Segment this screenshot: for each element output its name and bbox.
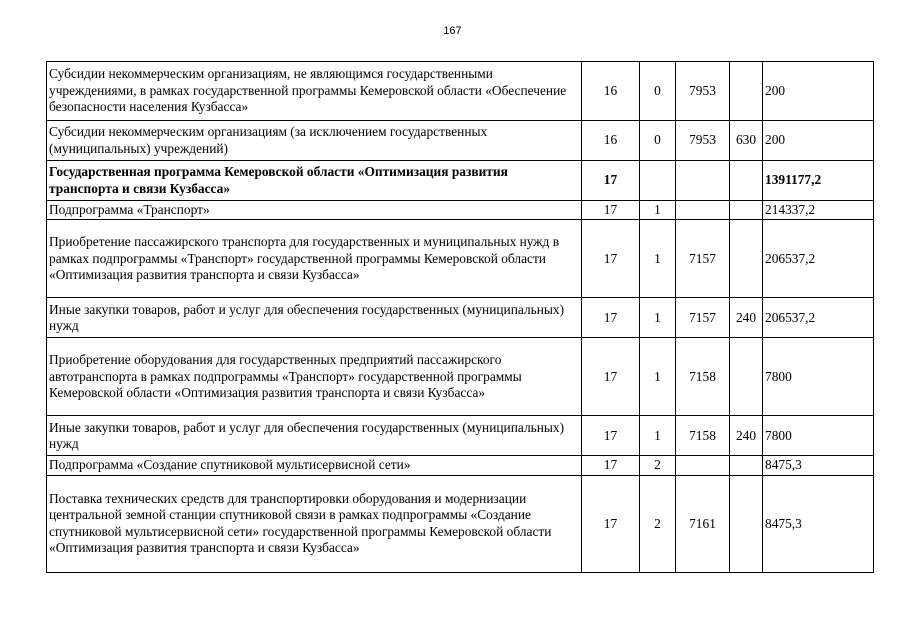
row-name-cell: Государственная программа Кемеровской области «Оптимизация развития транспорта и связи Кузбасса» bbox=[47, 161, 582, 201]
section-cell: 17 bbox=[582, 161, 640, 201]
row-name-cell: Поставка технических средств для транспортировки оборудования и модернизации центральной земной станции спутниковой связи в рамках подпрограммы «Создание спутниковой мультисервисной сети» государственной программы Кемеровской области «Оптимизация развития транспорта и связи Кузбасса» bbox=[47, 475, 582, 572]
expense-type-cell bbox=[730, 161, 763, 201]
amount-cell: 1391177,2 bbox=[763, 161, 874, 201]
article-cell: 7157 bbox=[676, 220, 730, 298]
article-cell: 7953 bbox=[676, 62, 730, 121]
subprogram-cell bbox=[640, 161, 676, 201]
amount-cell: 7800 bbox=[763, 416, 874, 456]
article-cell bbox=[676, 161, 730, 201]
section-cell: 16 bbox=[582, 121, 640, 161]
table-row bbox=[47, 220, 874, 298]
subprogram-cell: 0 bbox=[640, 121, 676, 161]
amount-cell: 200 bbox=[763, 62, 874, 121]
expense-type-cell bbox=[730, 220, 763, 298]
article-cell bbox=[676, 456, 730, 475]
expense-type-cell bbox=[730, 201, 763, 220]
section-cell: 17 bbox=[582, 338, 640, 416]
amount-cell: 206537,2 bbox=[763, 298, 874, 338]
article-cell bbox=[676, 201, 730, 220]
row-name-cell: Субсидии некоммерческим организациям (за исключением государственных (муниципальных) учреждений) bbox=[47, 121, 582, 161]
row-name-cell: Приобретение пассажирского транспорта для государственных и муниципальных нужд в рамках подпрограммы «Транспорт» государственной программы Кемеровской области «Оптимизация развития транспорта и связи Кузбасса» bbox=[47, 220, 582, 298]
expense-type-cell bbox=[730, 456, 763, 475]
row-name-cell: Иные закупки товаров, работ и услуг для обеспечения государственных (муниципальных) нужд bbox=[47, 416, 582, 456]
amount-cell: 8475,3 bbox=[763, 475, 874, 572]
expense-type-cell: 630 bbox=[730, 121, 763, 161]
amount-cell: 214337,2 bbox=[763, 201, 874, 220]
section-cell: 16 bbox=[582, 62, 640, 121]
subprogram-cell: 0 bbox=[640, 62, 676, 121]
table-row bbox=[47, 338, 874, 416]
table-row bbox=[47, 121, 874, 161]
subprogram-cell: 2 bbox=[640, 456, 676, 475]
amount-cell: 206537,2 bbox=[763, 220, 874, 298]
subprogram-cell: 1 bbox=[640, 298, 676, 338]
table-row bbox=[47, 161, 874, 201]
article-cell: 7158 bbox=[676, 338, 730, 416]
subprogram-cell: 1 bbox=[640, 338, 676, 416]
article-cell: 7953 bbox=[676, 121, 730, 161]
section-cell: 17 bbox=[582, 475, 640, 572]
table-row bbox=[47, 298, 874, 338]
section-cell: 17 bbox=[582, 456, 640, 475]
row-name-cell: Иные закупки товаров, работ и услуг для обеспечения государственных (муниципальных) нужд bbox=[47, 298, 582, 338]
section-cell: 17 bbox=[582, 298, 640, 338]
table-row bbox=[47, 416, 874, 456]
amount-cell: 200 bbox=[763, 121, 874, 161]
subprogram-cell: 2 bbox=[640, 475, 676, 572]
section-cell: 17 bbox=[582, 416, 640, 456]
expense-type-cell bbox=[730, 338, 763, 416]
expense-type-cell: 240 bbox=[730, 298, 763, 338]
article-cell: 7158 bbox=[676, 416, 730, 456]
row-name-cell: Субсидии некоммерческим организациям, не являющимся государственными учреждениями, в рамках государственной программы Кемеровской области «Обеспечение безопасности населения Кузбасса» bbox=[47, 62, 582, 121]
expense-type-cell bbox=[730, 62, 763, 121]
expense-type-cell: 240 bbox=[730, 416, 763, 456]
expense-type-cell bbox=[730, 475, 763, 572]
amount-cell: 8475,3 bbox=[763, 456, 874, 475]
table-row bbox=[47, 201, 874, 220]
article-cell: 7157 bbox=[676, 298, 730, 338]
article-cell: 7161 bbox=[676, 475, 730, 572]
section-cell: 17 bbox=[582, 220, 640, 298]
table-row bbox=[47, 62, 874, 121]
section-cell: 17 bbox=[582, 201, 640, 220]
row-name-cell: Приобретение оборудования для государственных предприятий пассажирского автотранспорта в рамках подпрограммы «Транспорт» государственной программы Кемеровской области «Оптимизация развития транспорта и связи Кузбасса» bbox=[47, 338, 582, 416]
row-name-cell: Подпрограмма «Создание спутниковой мультисервисной сети» bbox=[47, 456, 582, 475]
subprogram-cell: 1 bbox=[640, 416, 676, 456]
page-number: 167 bbox=[443, 25, 462, 37]
subprogram-cell: 1 bbox=[640, 201, 676, 220]
table-row bbox=[47, 475, 874, 572]
subprogram-cell: 1 bbox=[640, 220, 676, 298]
amount-cell: 7800 bbox=[763, 338, 874, 416]
budget-table bbox=[46, 61, 874, 573]
row-name-cell: Подпрограмма «Транспорт» bbox=[47, 201, 582, 220]
table-row bbox=[47, 456, 874, 475]
